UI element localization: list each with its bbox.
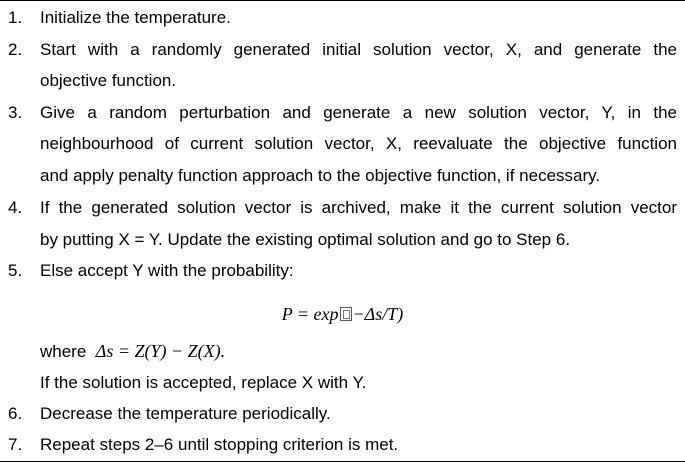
step-text: objective function. [40,71,177,90]
top-rule [0,0,685,1]
step-text: Repeat steps 2–6 until stopping criterion is met. [40,435,399,454]
step-number: 2. [8,40,23,59]
step-number: 1. [8,8,23,27]
delta-s-definition: Δs = Z(Y) − Z(X). [95,341,226,361]
step-number: 5. [8,261,23,280]
step-text: Decrease the temperature periodically. [40,404,331,423]
step-text: Give a random perturbation and generate a new solution vector, Y, in the [40,103,677,122]
step-number: 7. [8,435,23,454]
step-text: by putting X = Y. Update the existing optimal solution and go to Step 6. [40,230,571,249]
step-number: 6. [8,404,23,423]
formula-lhs: P = exp [281,304,339,324]
missing-glyph-icon [340,307,352,321]
step-number: 4. [8,198,23,217]
probability-formula [0,298,685,330]
step-text: Start with a randomly generated initial solution vector, X, and generate the [40,40,677,59]
step-text: If the generated solution vector is archived, make it the current solution vector [40,198,677,217]
where-content [40,335,677,367]
where-label: where [40,342,87,361]
formula-rhs: −Δs/T) [352,304,404,324]
step-text: Initialize the temperature. [40,8,231,27]
step-text: Else accept Y with the probability: [40,261,294,280]
accept-text: If the solution is accepted, replace X with Y. [40,373,367,392]
step-text: neighbourhood of current solution vector, X, reevaluate the objective function [40,134,677,153]
step-text: and apply penalty function approach to the objective function, if necessary. [40,166,601,185]
step-number: 3. [8,103,23,122]
